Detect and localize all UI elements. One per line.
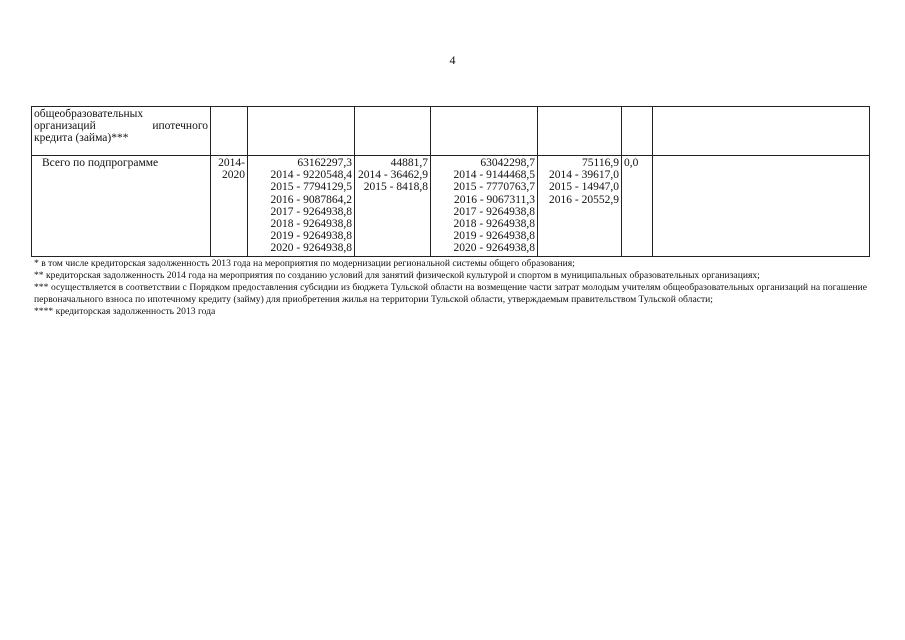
value-line: 2014 - 36462,9 — [358, 169, 428, 182]
local-cell — [538, 107, 622, 156]
value-line: 2015 - 7770763,7 — [453, 181, 535, 194]
value-line: 2020 - 9264938,8 — [453, 242, 535, 255]
program-name-line: кредита (займа)*** — [34, 132, 129, 145]
other-cell — [622, 107, 653, 156]
table-row — [32, 107, 870, 156]
value-line: 2017 - 9264938,8 — [270, 205, 352, 218]
table-row — [32, 156, 870, 257]
total-cell — [248, 107, 355, 156]
value-line: 0,0 — [624, 157, 639, 169]
value-line: 44881,7 — [390, 157, 428, 169]
footnote: * в том числе кредиторская задолженность 2013 года на мероприятия по модернизации региональной системы общего образования; — [34, 258, 575, 269]
value-line: 2016 - 20552,9 — [549, 193, 619, 206]
footnote: *** осуществляется в соответствии с Порядком предоставления субсидии из бюджета Тульской области на возмещение части затрат молодым учителям общеобразовательных организаций на погашение первоначального взноса по ипотечному кредиту (займу) для приобретения жилья на территории Тульской области, утверждаемым правительством Тульской области; — [34, 282, 867, 305]
period-line: 2014- — [218, 157, 245, 169]
regional-cell — [431, 156, 538, 257]
program-name-line: Всего по подпрограмме — [42, 157, 159, 169]
executor-cell — [653, 156, 870, 257]
value-line: 2015 - 14947,0 — [549, 181, 619, 194]
period-line: 2020 — [222, 169, 245, 182]
value-line: 75116,9 — [582, 157, 619, 169]
total-cell — [248, 156, 355, 257]
value-line: 63162297,3 — [297, 157, 352, 169]
footnotes — [34, 258, 867, 318]
local-cell — [538, 156, 622, 257]
program-name-line — [34, 120, 208, 132]
program-name-cell — [32, 107, 211, 156]
value-line: 2015 - 7794129,5 — [270, 181, 352, 194]
value-line: 2014 - 9220548,4 — [270, 169, 352, 182]
value-line: 2016 - 9087864,2 — [270, 193, 352, 206]
value-line: 2020 - 9264938,8 — [270, 242, 352, 255]
other-cell — [622, 156, 653, 257]
value-line: 2019 - 9264938,8 — [270, 230, 352, 243]
value-line: 2014 - 39617,0 — [549, 169, 619, 182]
regional-cell — [431, 107, 538, 156]
program-name-word: ипотечного — [152, 120, 208, 133]
program-name-cell — [32, 156, 211, 257]
period-cell — [211, 156, 248, 257]
value-line: 2018 - 9264938,8 — [270, 218, 352, 231]
executor-cell — [653, 107, 870, 156]
footnote: **** кредиторская задолженность 2013 года — [34, 306, 216, 317]
value-line: 2017 - 9264938,8 — [453, 205, 535, 218]
value-line: 2018 - 9264938,8 — [453, 218, 535, 231]
page-number: 4 — [449, 53, 456, 67]
program-name-word: организаций — [34, 120, 96, 133]
value-line: 2019 - 9264938,8 — [453, 230, 535, 243]
value-line: 2016 - 9067311,3 — [453, 193, 535, 206]
value-line: 2015 - 8418,8 — [363, 181, 428, 194]
federal-cell — [355, 107, 431, 156]
footnote: ** кредиторская задолженность 2014 года на мероприятия по созданию условий для занятий физической культурой и спортом в муниципальных образовательных организациях; — [34, 270, 760, 281]
period-cell — [211, 107, 248, 156]
budget-table — [31, 106, 870, 257]
program-name-line: общеобразовательных — [34, 108, 144, 120]
value-line: 63042298,7 — [480, 157, 535, 169]
value-line: 2014 - 9144468,5 — [453, 169, 535, 182]
federal-cell — [355, 156, 431, 257]
